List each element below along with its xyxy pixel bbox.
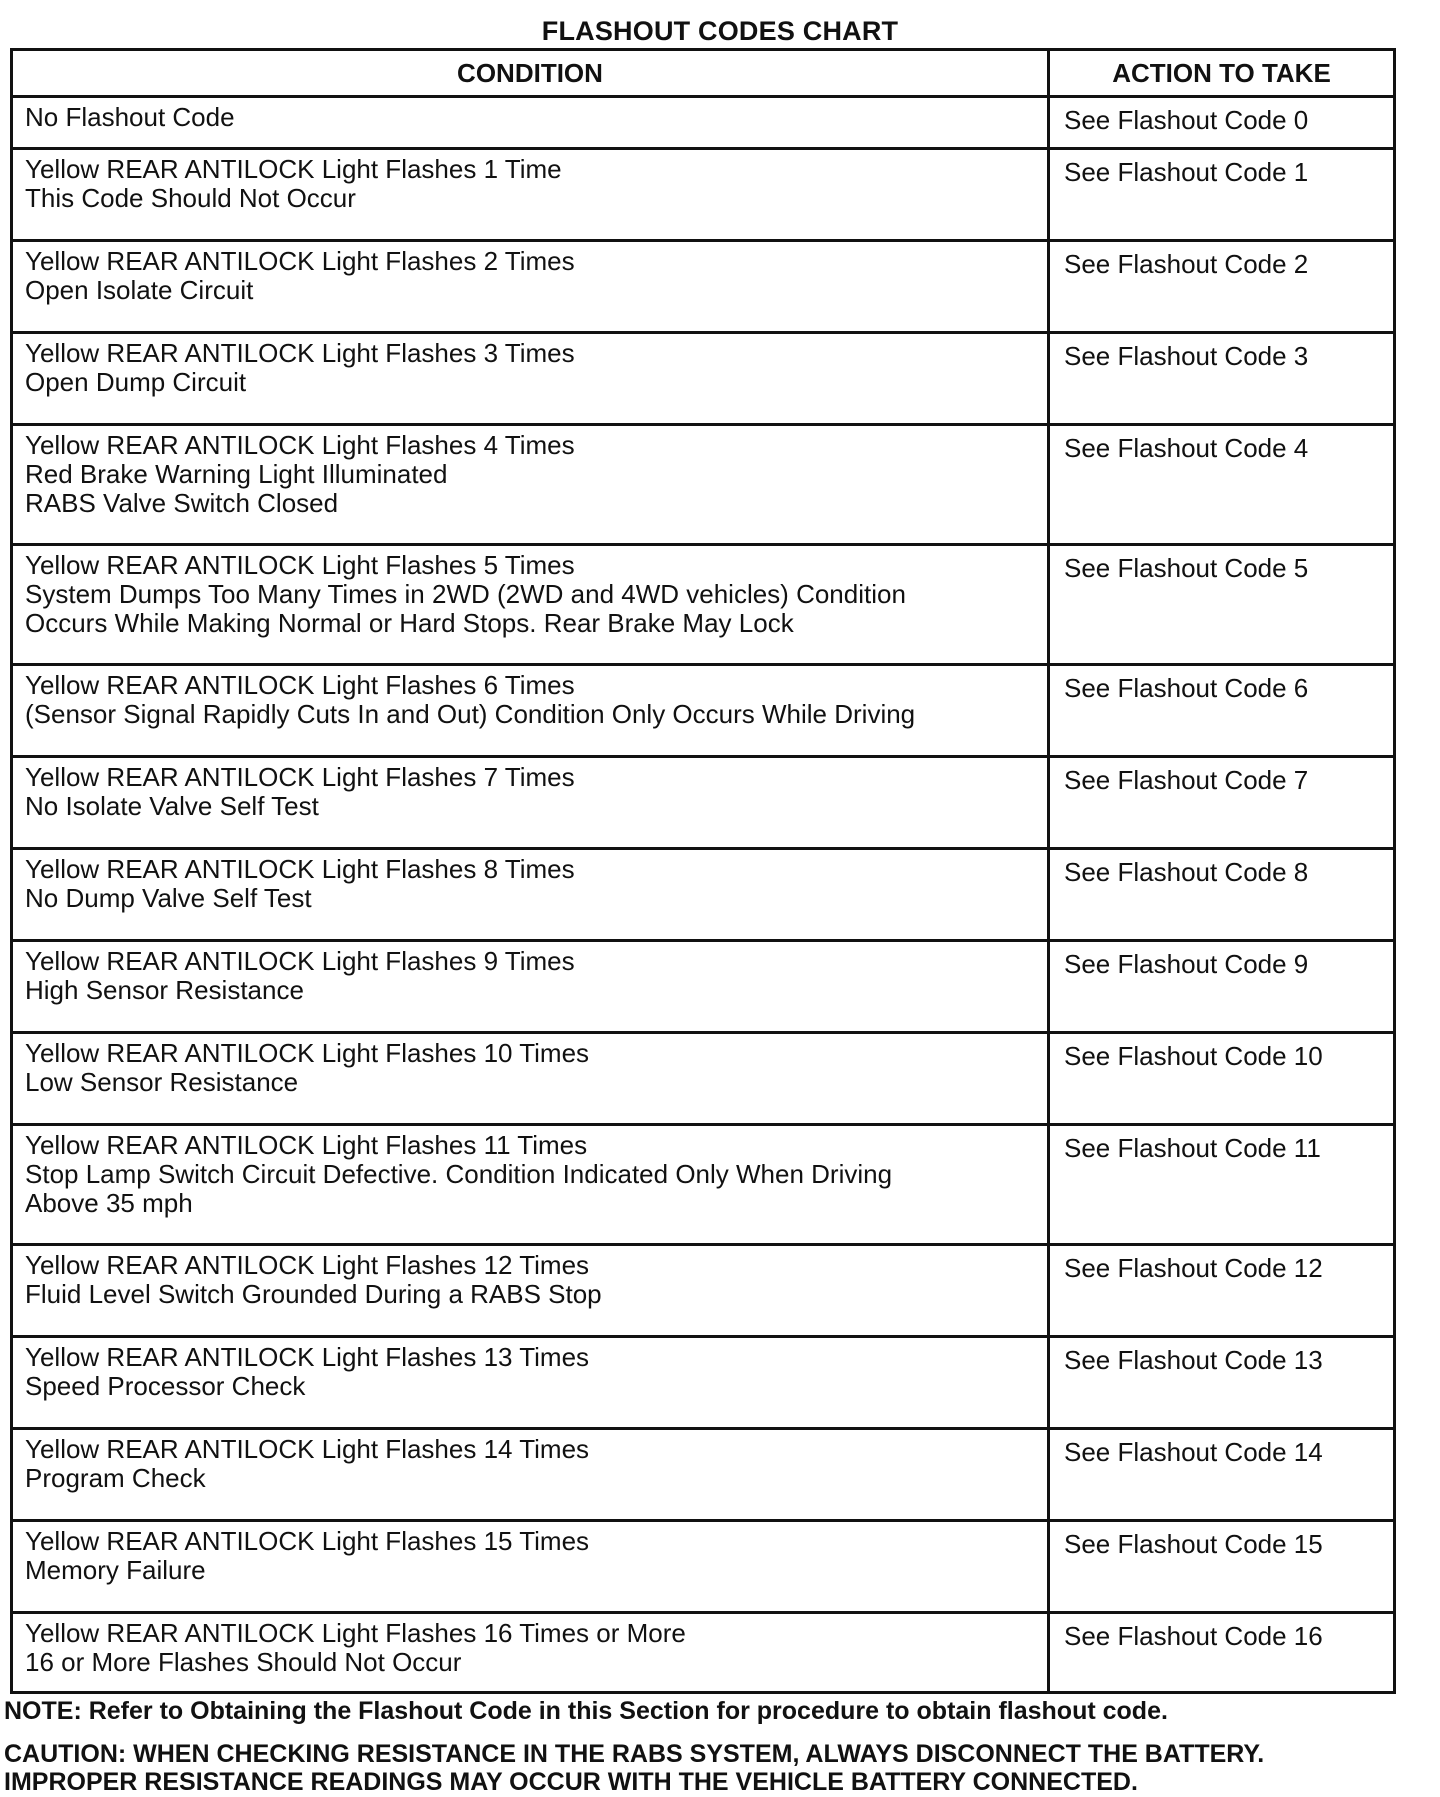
action-cell: See Flashout Code 13 — [1049, 1337, 1395, 1429]
condition-line: No Flashout Code — [25, 102, 235, 132]
table-row — [12, 149, 1395, 241]
condition-cell — [12, 1337, 1049, 1429]
condition-line: Yellow REAR ANTILOCK Light Flashes 7 Times — [25, 762, 575, 792]
table-row — [12, 545, 1395, 665]
condition-cell — [12, 1521, 1049, 1613]
action-cell: See Flashout Code 3 — [1049, 333, 1395, 425]
note-text: NOTE: Refer to Obtaining the Flashout Code in this Section for procedure to obtain flashout code. — [4, 1697, 1168, 1725]
table-row — [12, 757, 1395, 849]
table-header-row — [12, 50, 1395, 97]
condition-line: Yellow REAR ANTILOCK Light Flashes 8 Times — [25, 854, 575, 884]
table-row — [12, 333, 1395, 425]
action-cell: See Flashout Code 14 — [1049, 1429, 1395, 1521]
condition-cell — [12, 849, 1049, 941]
condition-line: (Sensor Signal Rapidly Cuts In and Out) Condition Only Occurs While Driving — [25, 699, 916, 729]
condition-line: Yellow REAR ANTILOCK Light Flashes 5 Times — [25, 550, 575, 580]
condition-line: Red Brake Warning Light Illuminated — [25, 459, 448, 489]
table-row — [12, 1245, 1395, 1337]
table-row — [12, 97, 1395, 149]
condition-cell — [12, 1033, 1049, 1125]
flashout-codes-table — [10, 48, 1396, 1694]
condition-cell — [12, 241, 1049, 333]
condition-cell — [12, 425, 1049, 545]
chart-title: FLASHOUT CODES CHART — [541, 16, 899, 46]
condition-cell — [12, 1125, 1049, 1245]
condition-cell — [12, 149, 1049, 241]
condition-line: Stop Lamp Switch Circuit Defective. Condition Indicated Only When Driving — [25, 1159, 893, 1189]
condition-line: Yellow REAR ANTILOCK Light Flashes 2 Times — [25, 246, 575, 276]
condition-line: 16 or More Flashes Should Not Occur — [25, 1647, 462, 1677]
action-cell: See Flashout Code 11 — [1049, 1125, 1395, 1245]
condition-cell — [12, 333, 1049, 425]
condition-line: Fluid Level Switch Grounded During a RABS Stop — [25, 1279, 602, 1309]
action-cell: See Flashout Code 1 — [1049, 149, 1395, 241]
action-cell: See Flashout Code 6 — [1049, 665, 1395, 757]
condition-line: No Dump Valve Self Test — [25, 883, 312, 913]
table-row — [12, 1521, 1395, 1613]
condition-line: Yellow REAR ANTILOCK Light Flashes 3 Times — [25, 338, 575, 368]
condition-line: This Code Should Not Occur — [25, 183, 356, 213]
condition-line: Yellow REAR ANTILOCK Light Flashes 6 Times — [25, 670, 575, 700]
condition-line: Yellow REAR ANTILOCK Light Flashes 15 Times — [25, 1526, 590, 1556]
condition-line: Yellow REAR ANTILOCK Light Flashes 14 Times — [25, 1434, 590, 1464]
condition-line: No Isolate Valve Self Test — [25, 791, 319, 821]
condition-cell — [12, 757, 1049, 849]
condition-cell — [12, 1613, 1049, 1693]
condition-line: Open Dump Circuit — [25, 367, 247, 397]
action-cell: See Flashout Code 16 — [1049, 1613, 1395, 1693]
condition-cell — [12, 941, 1049, 1033]
condition-line: Yellow REAR ANTILOCK Light Flashes 9 Times — [25, 946, 575, 976]
condition-line: Yellow REAR ANTILOCK Light Flashes 10 Times — [25, 1038, 590, 1068]
condition-line: RABS Valve Switch Closed — [25, 488, 339, 518]
condition-line: System Dumps Too Many Times in 2WD (2WD and 4WD vehicles) Condition — [25, 579, 906, 609]
condition-line: Yellow REAR ANTILOCK Light Flashes 4 Times — [25, 430, 575, 460]
action-cell: See Flashout Code 5 — [1049, 545, 1395, 665]
action-column-header: ACTION TO TAKE — [1049, 50, 1395, 97]
table-row — [12, 849, 1395, 941]
action-cell: See Flashout Code 9 — [1049, 941, 1395, 1033]
condition-line: Open Isolate Circuit — [25, 275, 254, 305]
condition-line: Occurs While Making Normal or Hard Stops. Rear Brake May Lock — [25, 608, 794, 638]
condition-line: Yellow REAR ANTILOCK Light Flashes 13 Times — [25, 1342, 590, 1372]
condition-line: Low Sensor Resistance — [25, 1067, 299, 1097]
table-row — [12, 665, 1395, 757]
table-body — [12, 97, 1395, 1693]
condition-cell — [12, 545, 1049, 665]
action-cell: See Flashout Code 0 — [1049, 97, 1395, 149]
table-row — [12, 1125, 1395, 1245]
table-row — [12, 941, 1395, 1033]
condition-line: Yellow REAR ANTILOCK Light Flashes 12 Times — [25, 1250, 590, 1280]
table-row — [12, 1429, 1395, 1521]
action-cell: See Flashout Code 8 — [1049, 849, 1395, 941]
condition-line: Program Check — [25, 1463, 206, 1493]
action-cell: See Flashout Code 4 — [1049, 425, 1395, 545]
action-cell: See Flashout Code 10 — [1049, 1033, 1395, 1125]
condition-line: Yellow REAR ANTILOCK Light Flashes 16 Times or More — [25, 1618, 686, 1648]
table-row — [12, 425, 1395, 545]
table-row — [12, 1613, 1395, 1693]
caution-text-line-1: CAUTION: WHEN CHECKING RESISTANCE IN THE RABS SYSTEM, ALWAYS DISCONNECT THE BATTERY. — [4, 1740, 1265, 1768]
condition-cell — [12, 97, 1049, 149]
condition-column-header: CONDITION — [12, 50, 1049, 97]
condition-line: Yellow REAR ANTILOCK Light Flashes 11 Times — [25, 1130, 588, 1160]
condition-line: High Sensor Resistance — [25, 975, 304, 1005]
condition-cell — [12, 665, 1049, 757]
action-cell: See Flashout Code 7 — [1049, 757, 1395, 849]
condition-line: Memory Failure — [25, 1555, 206, 1585]
action-cell: See Flashout Code 2 — [1049, 241, 1395, 333]
condition-cell — [12, 1245, 1049, 1337]
condition-line: Yellow REAR ANTILOCK Light Flashes 1 Time — [25, 154, 562, 184]
action-cell: See Flashout Code 12 — [1049, 1245, 1395, 1337]
condition-cell — [12, 1429, 1049, 1521]
table-row — [12, 1337, 1395, 1429]
table-row — [12, 1033, 1395, 1125]
condition-line: Speed Processor Check — [25, 1371, 306, 1401]
condition-line: Above 35 mph — [25, 1188, 193, 1218]
caution-text-line-2: IMPROPER RESISTANCE READINGS MAY OCCUR WITH THE VEHICLE BATTERY CONNECTED. — [4, 1768, 1138, 1796]
table-row — [12, 241, 1395, 333]
action-cell: See Flashout Code 15 — [1049, 1521, 1395, 1613]
